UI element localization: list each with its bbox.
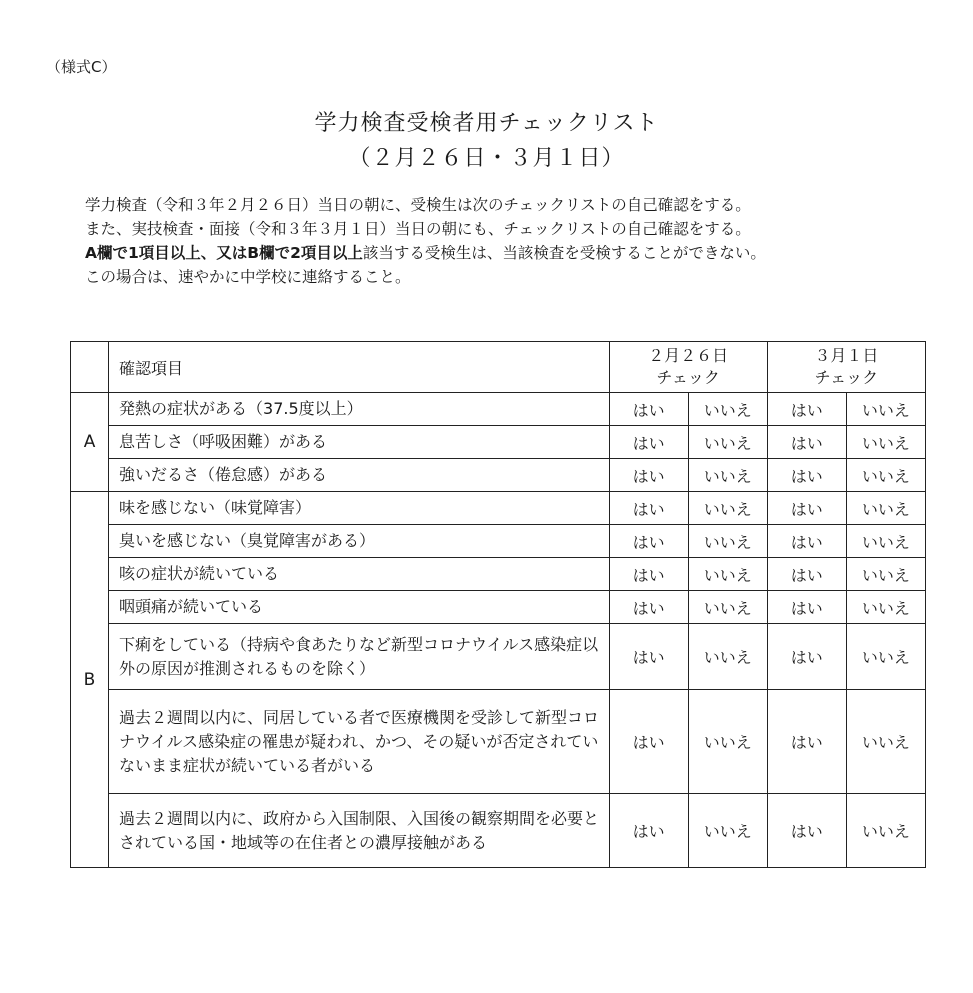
check-item: 息苦しさ（呼吸困難）がある [109, 426, 610, 459]
answer-no-mar1[interactable]: いいえ [846, 426, 925, 459]
answer-yes-feb26[interactable]: はい [609, 492, 688, 525]
check-item: 臭いを感じない（臭覚障害がある） [109, 525, 610, 558]
answer-no-feb26[interactable]: いいえ [688, 690, 767, 794]
answer-yes-mar1[interactable]: はい [767, 690, 846, 794]
header-date-mar1-day: ３月１日 [814, 346, 879, 365]
table-row [71, 558, 926, 591]
table-row [71, 794, 926, 868]
page-title: 学力検査受検者用チェックリスト [314, 111, 659, 136]
answer-yes-mar1[interactable]: はい [767, 393, 846, 426]
instruction-line-3-bold: A欄で1項目以上、又はB欄で2項目以上 [85, 244, 363, 262]
check-item: 強いだるさ（倦怠感）がある [109, 459, 610, 492]
answer-no-feb26[interactable]: いいえ [688, 624, 767, 690]
instruction-line-3 [85, 241, 925, 265]
answer-no-mar1[interactable]: いいえ [846, 393, 925, 426]
answer-yes-feb26[interactable]: はい [609, 459, 688, 492]
table-row [71, 393, 926, 426]
answer-yes-mar1[interactable]: はい [767, 558, 846, 591]
group-label-b: B [71, 492, 109, 868]
check-item: 咽頭痛が続いている [109, 591, 610, 624]
header-date-feb26-check: チェック [656, 368, 720, 387]
table-row [71, 525, 926, 558]
page-subtitle-dates: （２月２６日・３月１日） [348, 146, 625, 171]
header-group-cell [71, 342, 109, 393]
table-row [71, 426, 926, 459]
answer-no-feb26[interactable]: いいえ [688, 426, 767, 459]
answer-no-mar1[interactable]: いいえ [846, 492, 925, 525]
answer-yes-mar1[interactable]: はい [767, 624, 846, 690]
answer-yes-feb26[interactable]: はい [609, 558, 688, 591]
instruction-line-3-rest: 該当する受検生は、当該検査を受検することができない。 [362, 244, 766, 262]
answer-yes-feb26[interactable]: はい [609, 690, 688, 794]
table-row [71, 459, 926, 492]
answer-no-mar1[interactable]: いいえ [846, 624, 925, 690]
answer-yes-feb26[interactable]: はい [609, 525, 688, 558]
answer-no-mar1[interactable]: いいえ [846, 794, 925, 868]
check-item: 発熱の症状がある（37.5度以上） [109, 393, 610, 426]
answer-no-feb26[interactable]: いいえ [688, 492, 767, 525]
answer-no-feb26[interactable]: いいえ [688, 591, 767, 624]
answer-no-feb26[interactable]: いいえ [688, 525, 767, 558]
check-item: 味を感じない（味覚障害） [109, 492, 610, 525]
answer-yes-mar1[interactable]: はい [767, 794, 846, 868]
header-date-mar1-check: チェック [814, 368, 879, 387]
answer-yes-mar1[interactable]: はい [767, 525, 846, 558]
check-item: 過去２週間以内に、政府から入国制限、入国後の観察期間を必要とされている国・地域等の在住者との濃厚接触がある [109, 794, 610, 868]
header-date-feb26 [609, 342, 767, 393]
table-row [71, 492, 926, 525]
answer-yes-mar1[interactable]: はい [767, 591, 846, 624]
answer-yes-mar1[interactable]: はい [767, 426, 846, 459]
answer-no-mar1[interactable]: いいえ [846, 591, 925, 624]
form-id-label: （様式C） [46, 58, 117, 76]
check-item: 過去２週間以内に、同居している者で医療機関を受診して新型コロナウイルス感染症の罹患が疑われ、かつ、その疑いが否定されていないまま症状が続いている者がいる [109, 690, 610, 794]
answer-no-mar1[interactable]: いいえ [846, 558, 925, 591]
answer-yes-mar1[interactable]: はい [767, 459, 846, 492]
answer-yes-mar1[interactable]: はい [767, 492, 846, 525]
answer-no-feb26[interactable]: いいえ [688, 794, 767, 868]
answer-yes-feb26[interactable]: はい [609, 426, 688, 459]
header-item-label: 確認項目 [109, 342, 610, 393]
checklist-table [70, 341, 926, 868]
answer-yes-feb26[interactable]: はい [609, 624, 688, 690]
answer-no-feb26[interactable]: いいえ [688, 558, 767, 591]
answer-no-mar1[interactable]: いいえ [846, 459, 925, 492]
check-item: 咳の症状が続いている [109, 558, 610, 591]
answer-yes-feb26[interactable]: はい [609, 591, 688, 624]
group-label-a: A [71, 393, 109, 492]
check-item: 下痢をしている（持病や食あたりなど新型コロナウイルス感染症以外の原因が推測されるものを除く） [109, 624, 610, 690]
table-header-row [71, 342, 926, 393]
instruction-line-2: また、実技検査・面接（令和３年３月１日）当日の朝にも、チェックリストの自己確認をする。 [85, 220, 751, 238]
header-date-feb26-day: ２月２６日 [648, 346, 729, 365]
table-row [71, 591, 926, 624]
answer-yes-feb26[interactable]: はい [609, 393, 688, 426]
instruction-line-4: この場合は、速やかに中学校に連絡すること。 [85, 268, 411, 286]
answer-no-mar1[interactable]: いいえ [846, 690, 925, 794]
answer-no-mar1[interactable]: いいえ [846, 525, 925, 558]
instructions [85, 193, 925, 289]
instruction-line-1: 学力検査（令和３年２月２６日）当日の朝に、受検生は次のチェックリストの自己確認をする。 [85, 196, 751, 214]
header-date-mar1 [767, 342, 925, 393]
answer-no-feb26[interactable]: いいえ [688, 459, 767, 492]
answer-yes-feb26[interactable]: はい [609, 794, 688, 868]
table-row [71, 624, 926, 690]
table-row [71, 690, 926, 794]
answer-no-feb26[interactable]: いいえ [688, 393, 767, 426]
